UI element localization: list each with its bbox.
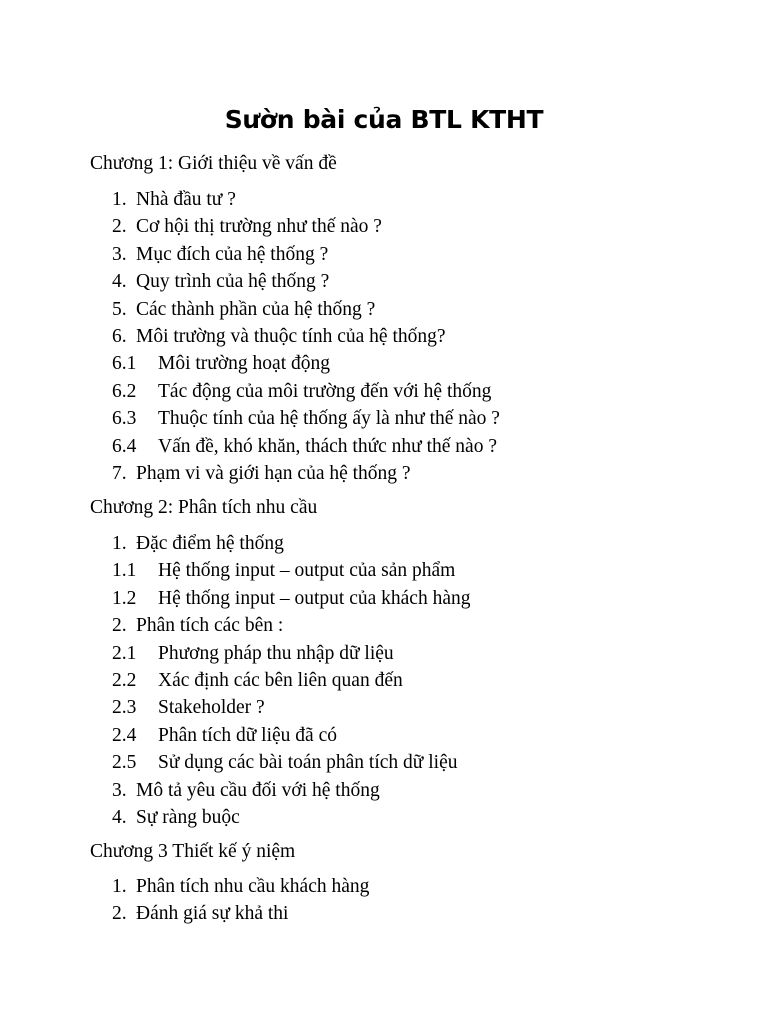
- item-text: Phương pháp thu nhập dữ liệu: [158, 642, 394, 664]
- item-text: Cơ hội thị trường như thế nào ?: [136, 216, 382, 238]
- list-item: [112, 460, 500, 487]
- item-text: Phân tích các bên :: [136, 615, 284, 637]
- item-text: Quy trình của hệ thống ?: [136, 271, 330, 293]
- item-number: 1.2: [112, 587, 137, 609]
- page-title: Sườn bài của BTL KTHT: [224, 105, 544, 134]
- chapter-1-list: [112, 186, 500, 487]
- item-text: Đặc điểm hệ thống: [136, 533, 284, 554]
- list-item: [112, 557, 470, 584]
- item-number: 4.: [112, 271, 127, 293]
- item-number: 2.2: [112, 669, 137, 691]
- item-text: Đánh giá sự khả thi: [136, 903, 289, 925]
- item-text: Hệ thống input – output của sản phẩm: [158, 560, 456, 582]
- item-text: Stakeholder ?: [158, 697, 265, 719]
- chapter-2-heading: Chương 2: Phân tích nhu cầu: [90, 497, 318, 518]
- item-number: 2.: [112, 615, 127, 637]
- list-item: [112, 722, 470, 749]
- item-number: 7.: [112, 462, 127, 484]
- item-text: Thuộc tính của hệ thống ấy là như thế nào ?: [158, 408, 500, 430]
- list-item: [112, 213, 500, 240]
- item-number: 2.5: [112, 752, 137, 774]
- list-item: [112, 900, 369, 927]
- item-text: Nhà đầu tư ?: [136, 189, 236, 210]
- list-item: [112, 378, 500, 405]
- item-text: Sử dụng các bài toán phân tích dữ liệu: [158, 752, 458, 774]
- list-item: [112, 804, 470, 831]
- chapter-3-list: [112, 873, 369, 928]
- item-number: 6.: [112, 325, 127, 347]
- list-item: [112, 777, 470, 804]
- list-item: [112, 241, 500, 268]
- item-number: 6.3: [112, 408, 137, 430]
- list-item: [112, 268, 500, 295]
- item-number: 1.1: [112, 560, 137, 582]
- item-text: Tác động của môi trường đến với hệ thống: [158, 380, 492, 402]
- item-text: Mục đích của hệ thống ?: [136, 243, 329, 265]
- list-item: [112, 873, 369, 900]
- item-text: Môi trường và thuộc tính của hệ thống?: [136, 325, 446, 347]
- item-number: 5.: [112, 298, 127, 320]
- item-number: 1.: [112, 533, 127, 554]
- list-item: [112, 186, 500, 213]
- item-text: Môi trường hoạt động: [158, 353, 330, 375]
- list-item: [112, 405, 500, 432]
- list-item: [112, 749, 470, 776]
- item-text: Phân tích nhu cầu khách hàng: [136, 876, 370, 897]
- item-number: 1.: [112, 189, 127, 210]
- chapter-1-heading: Chương 1: Giới thiệu về vấn đề: [90, 153, 337, 174]
- item-number: 2.4: [112, 724, 137, 746]
- chapter-3-heading: Chương 3 Thiết kế ý niệm: [90, 841, 296, 862]
- item-number: 3.: [112, 779, 127, 801]
- item-number: 2.3: [112, 697, 137, 719]
- item-text: Phân tích dữ liệu đã có: [158, 724, 337, 746]
- item-text: Vấn đề, khó khăn, thách thức như thế nào ?: [158, 435, 497, 457]
- item-number: 6.2: [112, 380, 137, 402]
- list-item: [112, 433, 500, 460]
- list-item: [112, 296, 500, 323]
- item-text: Phạm vi và giới hạn của hệ thống ?: [136, 462, 411, 484]
- list-item: [112, 640, 470, 667]
- list-item: [112, 530, 470, 557]
- list-item: [112, 694, 470, 721]
- item-number: 2.1: [112, 642, 137, 664]
- item-number: 6.1: [112, 353, 137, 375]
- item-number: 6.4: [112, 435, 137, 457]
- item-number: 1.: [112, 876, 127, 897]
- item-text: Các thành phần của hệ thống ?: [136, 298, 376, 320]
- item-text: Xác định các bên liên quan đến: [158, 669, 403, 691]
- list-item: [112, 585, 470, 612]
- item-text: Hệ thống input – output của khách hàng: [158, 587, 471, 609]
- item-number: 2.: [112, 903, 127, 925]
- item-text: Sự ràng buộc: [136, 806, 240, 828]
- item-number: 2.: [112, 216, 127, 238]
- item-number: 3.: [112, 243, 127, 265]
- list-item: [112, 323, 500, 350]
- chapter-2-list: [112, 530, 470, 831]
- list-item: [112, 612, 470, 639]
- list-item: [112, 667, 470, 694]
- item-text: Mô tả yêu cầu đối với hệ thống: [136, 779, 380, 801]
- item-number: 4.: [112, 806, 127, 828]
- list-item: [112, 350, 500, 377]
